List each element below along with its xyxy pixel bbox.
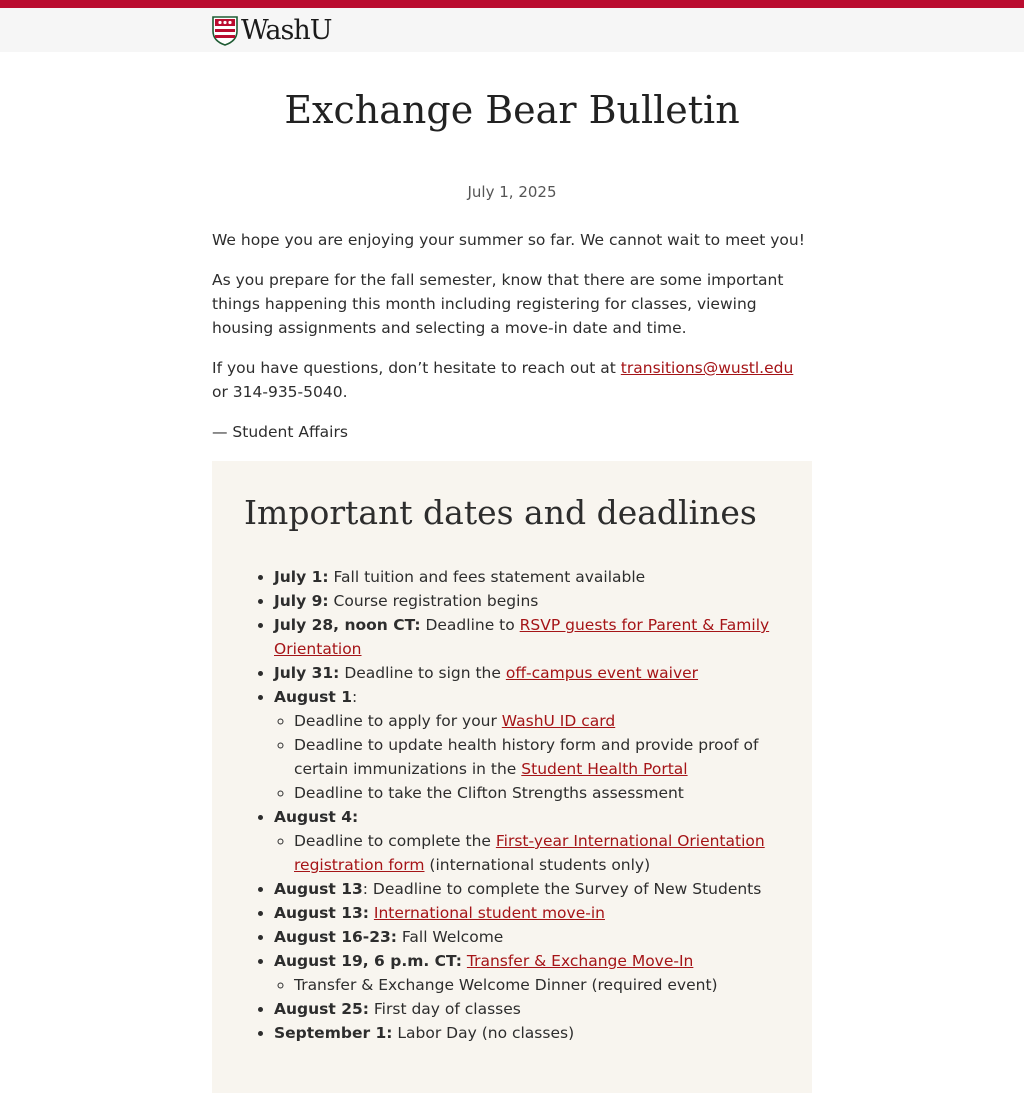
page-title: Exchange Bear Bulletin [284, 88, 740, 132]
shield-icon [212, 16, 238, 46]
item-text: (international students only) [424, 856, 651, 874]
sub-list-item [294, 829, 780, 877]
item-date: July 31: [274, 664, 340, 682]
logo-wordmark: WashU [241, 15, 332, 46]
item-date: August 19, 6 p.m. CT: [274, 952, 462, 970]
washu-logo[interactable] [212, 16, 332, 46]
email-link[interactable]: transitions@wustl.edu [620, 359, 794, 377]
item-date: August 1 [274, 688, 352, 706]
item-date: August 25: [274, 1000, 369, 1018]
list-item [274, 949, 780, 997]
item-text: Deadline to update health history form and provide proof of certain immunizations in the [294, 736, 759, 778]
item-text: Transfer & Exchange Welcome Dinner (required event) [294, 976, 718, 994]
top-accent-bar [0, 0, 1024, 8]
list-item [274, 877, 780, 901]
sub-list-item [294, 781, 780, 805]
item-date: August 13 [274, 880, 363, 898]
list-item [274, 805, 780, 877]
item-text: Deadline to take the Clifton Strengths assessment [294, 784, 684, 802]
health-portal-link[interactable]: Student Health Portal [521, 760, 688, 778]
sub-list-item [294, 733, 780, 781]
sub-list [274, 829, 780, 877]
event-waiver-link[interactable]: off-campus event waiver [505, 664, 699, 682]
sub-list-item [294, 709, 780, 733]
item-text: Labor Day (no classes) [392, 1024, 575, 1042]
item-date: September 1: [274, 1024, 393, 1042]
item-text: Deadline to [420, 616, 520, 634]
item-date: July 9: [274, 592, 329, 610]
transfer-move-in-link[interactable]: Transfer & Exchange Move-In [466, 952, 694, 970]
rsvp-guests-link[interactable]: RSVP guests for Parent & Family Orientation [274, 616, 770, 658]
site-header [0, 8, 1024, 52]
intl-orientation-link[interactable]: First-year International Orientation registration form [294, 832, 765, 874]
item-date: August 16-23: [274, 928, 397, 946]
deadlines-card [212, 461, 812, 1093]
deadlines-list [244, 565, 780, 1045]
item-date: August 13: [274, 904, 369, 922]
item-date: July 1: [274, 568, 329, 586]
contact-text: If you have questions, don’t hesitate to reach out at [212, 359, 621, 377]
item-text: First day of classes [368, 1000, 521, 1018]
item-date: July 28, noon CT: [274, 616, 421, 634]
item-text: Course registration begins [328, 592, 539, 610]
item-text: Fall Welcome [396, 928, 504, 946]
id-card-link[interactable]: WashU ID card [501, 712, 616, 730]
list-item [274, 589, 780, 613]
item-text: Deadline to sign the [339, 664, 506, 682]
contact-paragraph [212, 356, 812, 404]
list-item [274, 661, 780, 685]
deadlines-heading: Important dates and deadlines [244, 493, 757, 532]
intro-paragraph-1: We hope you are enjoying your summer so far. We cannot wait to meet you! [212, 231, 805, 249]
item-text: Deadline to apply for your [294, 712, 502, 730]
item-text: : Deadline to complete the Survey of New Students [362, 880, 762, 898]
list-item [274, 901, 780, 925]
list-item [274, 685, 780, 805]
list-item [274, 1021, 780, 1045]
bulletin-content [212, 88, 812, 1093]
phone-text: or 314-935-5040. [212, 383, 348, 401]
list-item [274, 613, 780, 661]
list-item [274, 997, 780, 1021]
sub-list-item [294, 973, 780, 997]
intl-move-in-link[interactable]: International student move-in [373, 904, 605, 922]
issue-date: July 1, 2025 [467, 183, 557, 201]
list-item [274, 925, 780, 949]
sub-list [274, 973, 780, 997]
item-text: : [351, 688, 358, 706]
sub-list [274, 709, 780, 805]
signature: — Student Affairs [212, 423, 348, 441]
intro-paragraph-2: As you prepare for the fall semester, know that there are some important things happening this month including registering for classes, viewing housing assignments and selecting a move-in date and time. [212, 271, 784, 337]
item-date: August 4: [274, 808, 359, 826]
item-text: Fall tuition and fees statement available [328, 568, 646, 586]
list-item [274, 565, 780, 589]
item-text: Deadline to complete the [294, 832, 496, 850]
